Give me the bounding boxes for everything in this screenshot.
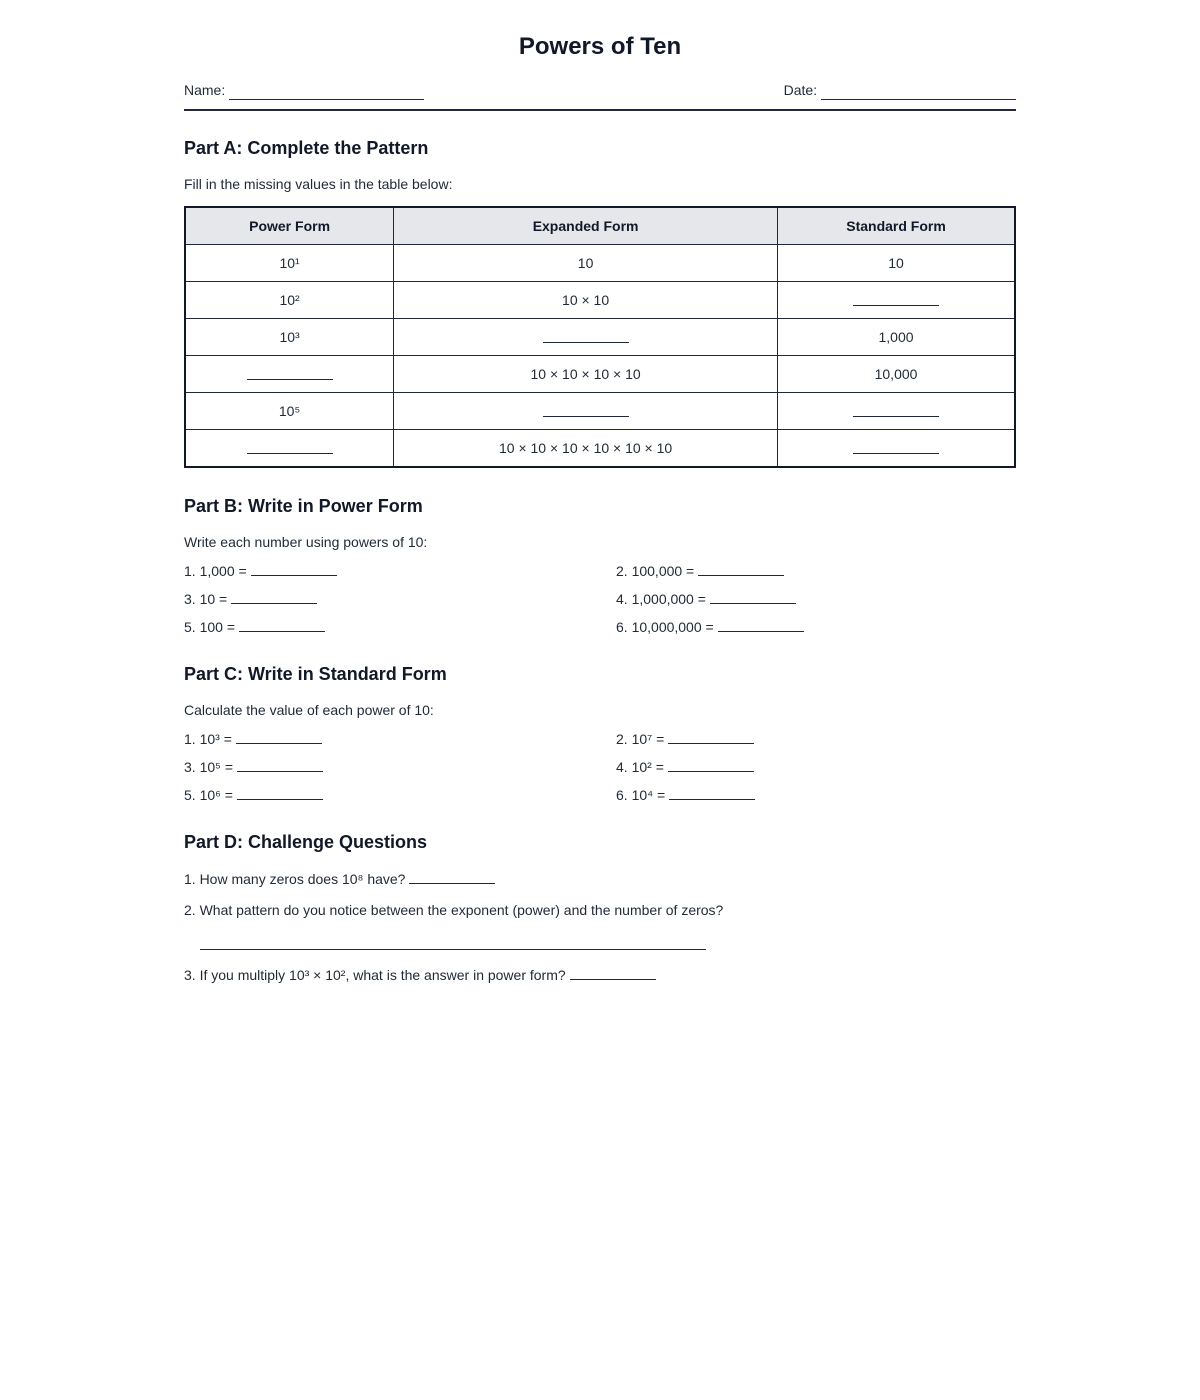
answer-blank[interactable] xyxy=(247,439,333,454)
part-c-item: 2. 10⁷ = xyxy=(616,729,754,748)
table-cell: 10 xyxy=(778,245,1015,282)
table-cell: 10,000 xyxy=(778,356,1015,393)
answer-blank[interactable] xyxy=(710,589,796,604)
table-cell: 10 × 10 × 10 × 10 xyxy=(394,356,778,393)
name-field[interactable] xyxy=(184,80,424,100)
pattern-table xyxy=(184,206,1016,468)
part-c-item: 1. 10³ = xyxy=(184,729,322,748)
answer-blank[interactable] xyxy=(247,365,333,380)
table-row xyxy=(185,393,1015,430)
name-label: Name: xyxy=(184,82,226,98)
answer-blank[interactable] xyxy=(669,785,755,800)
part-a-instruction: Fill in the missing values in the table below: xyxy=(184,176,453,192)
table-cell: 10 xyxy=(394,245,778,282)
answer-blank[interactable] xyxy=(409,869,495,884)
answer-blank[interactable] xyxy=(718,617,804,632)
table-cell[interactable] xyxy=(185,356,394,393)
column-header: Power Form xyxy=(185,207,394,245)
answer-blank[interactable] xyxy=(853,402,939,417)
part-a-title: Part A: Complete the Pattern xyxy=(184,138,429,158)
challenge-answer-line[interactable] xyxy=(200,932,706,950)
answer-blank[interactable] xyxy=(251,561,337,576)
column-header: Standard Form xyxy=(778,207,1015,245)
part-b-item: 1. 1,000 = xyxy=(184,561,337,580)
table-cell: 10⁵ xyxy=(185,393,394,430)
table-row xyxy=(185,319,1015,356)
answer-blank[interactable] xyxy=(239,617,325,632)
answer-blank[interactable] xyxy=(853,291,939,306)
table-cell[interactable] xyxy=(778,430,1015,468)
part-b-item: 3. 10 = xyxy=(184,589,317,608)
table-cell: 10 × 10 xyxy=(394,282,778,319)
column-header: Expanded Form xyxy=(394,207,778,245)
table-row xyxy=(185,356,1015,393)
part-b-item: 4. 1,000,000 = xyxy=(616,589,796,608)
name-line[interactable] xyxy=(229,82,424,100)
table-row xyxy=(185,282,1015,319)
answer-blank[interactable] xyxy=(668,757,754,772)
table-header-row xyxy=(185,207,1015,245)
answer-blank[interactable] xyxy=(668,729,754,744)
part-b-title: Part B: Write in Power Form xyxy=(184,496,423,516)
worksheet-title: Powers of Ten xyxy=(518,33,682,60)
challenge-question-2: 2. What pattern do you notice between the exponent (power) and the number of zeros? xyxy=(184,902,724,918)
answer-blank[interactable] xyxy=(231,589,317,604)
date-line[interactable] xyxy=(821,82,1016,100)
part-b-instruction: Write each number using powers of 10: xyxy=(184,534,428,550)
table-cell: 10² xyxy=(185,282,394,319)
part-c-item: 5. 10⁶ = xyxy=(184,785,323,804)
table-cell[interactable] xyxy=(394,319,778,356)
table-cell[interactable] xyxy=(778,282,1015,319)
part-c-item: 6. 10⁴ = xyxy=(616,785,755,804)
table-row xyxy=(185,245,1015,282)
part-c-title: Part C: Write in Standard Form xyxy=(184,664,447,684)
table-cell: 10³ xyxy=(185,319,394,356)
part-b-item: 6. 10,000,000 = xyxy=(616,617,804,636)
table-cell[interactable] xyxy=(778,393,1015,430)
answer-blank[interactable] xyxy=(543,402,629,417)
answer-blank[interactable] xyxy=(570,965,656,980)
answer-blank[interactable] xyxy=(237,785,323,800)
part-c-item: 4. 10² = xyxy=(616,757,754,776)
part-d-title: Part D: Challenge Questions xyxy=(184,832,428,852)
table-cell[interactable] xyxy=(394,393,778,430)
table-cell: 10 × 10 × 10 × 10 × 10 × 10 xyxy=(394,430,778,468)
date-label: Date: xyxy=(783,82,818,98)
table-row xyxy=(185,430,1015,468)
challenge-question-1: 1. How many zeros does 10⁸ have? xyxy=(184,869,495,888)
answer-blank[interactable] xyxy=(236,729,322,744)
table-cell: 1,000 xyxy=(778,319,1015,356)
part-b-item: 2. 100,000 = xyxy=(616,561,784,580)
answer-blank[interactable] xyxy=(853,439,939,454)
challenge-question-3: 3. If you multiply 10³ × 10², what is the answer in power form? xyxy=(184,965,656,984)
part-c-instruction: Calculate the value of each power of 10: xyxy=(184,702,434,718)
date-field[interactable] xyxy=(784,80,1016,100)
part-b-item: 5. 100 = xyxy=(184,617,325,636)
part-c-item: 3. 10⁵ = xyxy=(184,757,323,776)
answer-blank[interactable] xyxy=(698,561,784,576)
header-row xyxy=(184,80,1016,111)
table-cell[interactable] xyxy=(185,430,394,468)
answer-blank[interactable] xyxy=(543,328,629,343)
table-body xyxy=(185,245,1015,468)
table-cell: 10¹ xyxy=(185,245,394,282)
answer-blank[interactable] xyxy=(237,757,323,772)
